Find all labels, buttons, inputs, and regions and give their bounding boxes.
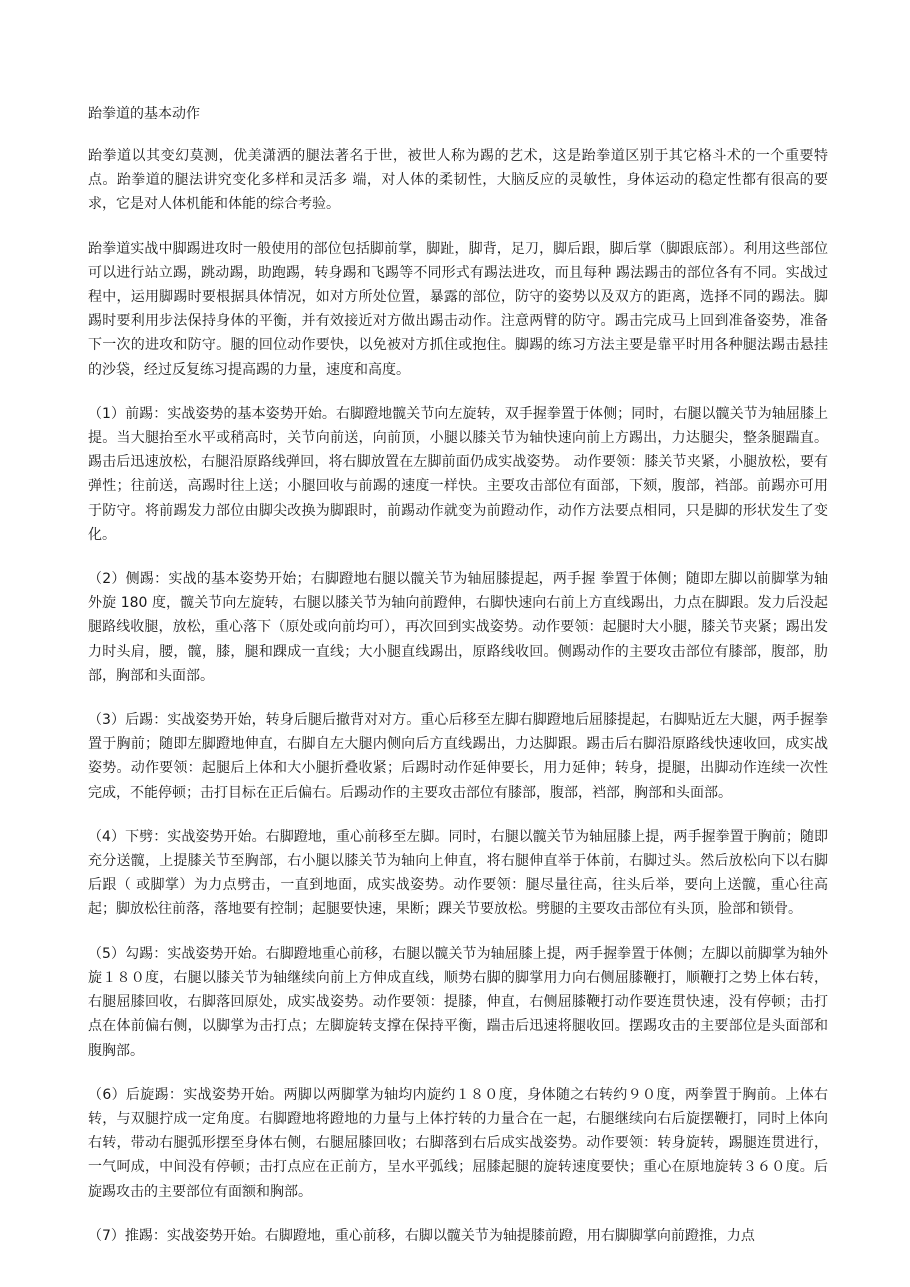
paragraph-front-kick: （1）前踢：实战姿势的基本姿势开始。右脚蹬地髋关节向左旋转，双手握拳置于体侧；同时，右腿以髋关节为轴屈膝上提。当大腿抬至水平或稍高时，关节向前送，向前顶，小腿以膝关节为轴快速向前上方踢出，力达腿尖，整条腿踹直。踢击后迅速放松，右腿沿原路线弹回，将右脚放置在左脚前面仍成实战姿势。 动作要领：膝关节夹紧，小腿放松，要有弹性；往前送，高踢时往上送；小腿回收与前踢的速度一样快。主要攻击部位有面部，下颏，腹部，裆部。前踢亦可用于防守。将前踢发力部位由脚尖改换为脚跟时，前踢动作就变为前蹬动作，动作方法要点相同，只是脚的形状发生了变化。	[88, 405, 828, 543]
paragraph-back-kick: （3）后踢：实战姿势开始，转身后腿后撤背对对方。重心后移至左脚右脚蹬地后屈膝提起，右脚贴近左大腿，两手握拳置于胸前；随即左脚蹬地伸直，右脚自左大腿内侧向后方直线踢出，力达脚跟。踢击后右脚沿原路线快速收回，成实战姿势。动作要领：起腿后上体和大小腿折叠收紧；后踢时动作延伸要长，用力延伸；转身，提腿，出脚动作连续一次性完成，不能停顿；击打目标在正后偏右。后踢动作的主要攻击部位有膝部，腹部，裆部，胸部和头面部。	[88, 712, 828, 801]
paragraph-spinning-back-kick: （6）后旋踢：实战姿势开始。两脚以两脚掌为轴均内旋约１８０度，身体随之右转约９０度，两拳置于胸前。上体右转，与双腿拧成一定角度。右脚蹬地将蹬地的力量与上体拧转的力量合在一起，右腿继续向右后旋摆鞭打，同时上体向右转，带动右腿弧形摆至身体右侧，右腿屈膝回收；右脚落到右后成实战姿势。动作要领：转身旋转，踢腿连贯进行，一气呵成，中间没有停顿；击打点应在正前方，呈水平弧线；屈膝起腿的旋转速度要快；重心在原地旋转３６０度。后旋踢攻击的主要部位有面额和胸部。	[88, 1086, 828, 1200]
document-title: 跆拳道的基本动作	[88, 106, 200, 122]
paragraph-push-kick: （7）推踢：实战姿势开始。右脚蹬地，重心前移，右脚以髋关节为轴提膝前蹬，用右脚脚掌向前蹬推，力点	[88, 1227, 755, 1244]
paragraph-axe-kick: （4）下劈：实战姿势开始。右脚蹬地，重心前移至左脚。同时，右腿以髋关节为轴屈膝上提，两手握拳置于胸前；随即充分送髋，上提膝关节至胸部，右小腿以膝关节为轴向上伸直，将右腿伸直举于体前，右脚过头。然后放松向下以右脚后跟（ 或脚掌）为力点劈击，一直到地面，成实战姿势。动作要领：腿尽量往高，往头后举，要向上送髋，重心往高起；脚放松往前落，落地要有控制；起腿要快速，果断；踝关节要放松。劈腿的主要攻击部位有头顶，脸部和锁骨。	[88, 828, 828, 918]
paragraph-hook-kick: （5）勾踢：实战姿势开始。右脚蹬地重心前移，右腿以髋关节为轴屈膝上提，两手握拳置于体侧；左脚以前脚掌为轴外旋１８０度，右腿以膝关节为轴继续向前上方伸成直线，顺势右脚的脚掌用力向右侧屈膝鞭打，顺鞭打之势上体右转，右腿屈膝回收，右脚落回原处，成实战姿势。动作要领：提膝，伸直，右侧屈膝鞭打动作要连贯快速，没有停顿；击打点在体前偏右侧，以脚掌为击打点；左脚旋转支撑在保持平衡，踹击后迅速将腿收回。摆踢攻击的主要部位是头面部和腹胸部。	[88, 945, 828, 1059]
paragraph-side-kick: （2）侧踢：实战的基本姿势开始；右脚蹬地右腿以髋关节为轴屈膝提起，两手握 拳置于体侧；随即左脚以前脚掌为轴外旋 180 度，髋关节向左旋转，右腿以膝关节为轴向前蹬伸，右脚快速向右前上方直线踢出，力点在脚跟。发力后没起腿路线收腿，放松，重心落下（原处或向前均可），再次回到实战姿势。动作要领：起腿时大小腿，膝关节夹紧；踢出发力时头肩，腰，髋，膝，腿和踝成一直线；大小腿直线踢出，原路线收回。侧踢动作的主要攻击部位有膝部，腹部，肋部，胸部和头面部。	[88, 571, 828, 684]
document-page	[88, 102, 828, 1268]
paragraph-intro: 跆拳道以其变幻莫测，优美潇洒的腿法著名于世，被世人称为踢的艺术，这是跆拳道区别于其它格斗术的一个重要特点。跆拳道的腿法讲究变化多样和灵活多 端，对人体的柔韧性，大脑反应的灵敏性，身体运动的稳定性都有很高的要求，它是对人体机能和体能的综合考验。	[88, 148, 828, 213]
paragraph-kick-parts: 跆拳道实战中脚踢进攻时一般使用的部位包括脚前掌，脚趾，脚背，足刀，脚后跟，脚后掌（脚跟底部）。利用这些部位可以进行站立踢，跳动踢，助跑踢，转身踢和飞踢等不同形式有踢法进攻，而且每种 踢法踢击的部位各有不同。实战过程中，运用脚踢时要根据具体情况，如对方所处位置，暴露的部位，防守的姿势以及双方的距离，选择不同的踢法。脚踢时要利用步法保持身体的平衡，并有效接近对方做出踢击动作。注意两臂的防守。踢击完成马上回到准备姿势，准备下一次的进攻和防守。腿的回位动作要快，以免被对方抓住或抱住。脚踢的练习方法主要是靠平时用各种腿法踢击悬挂的沙袋，经过反复练习提高踢的力量，速度和高度。	[88, 240, 828, 378]
